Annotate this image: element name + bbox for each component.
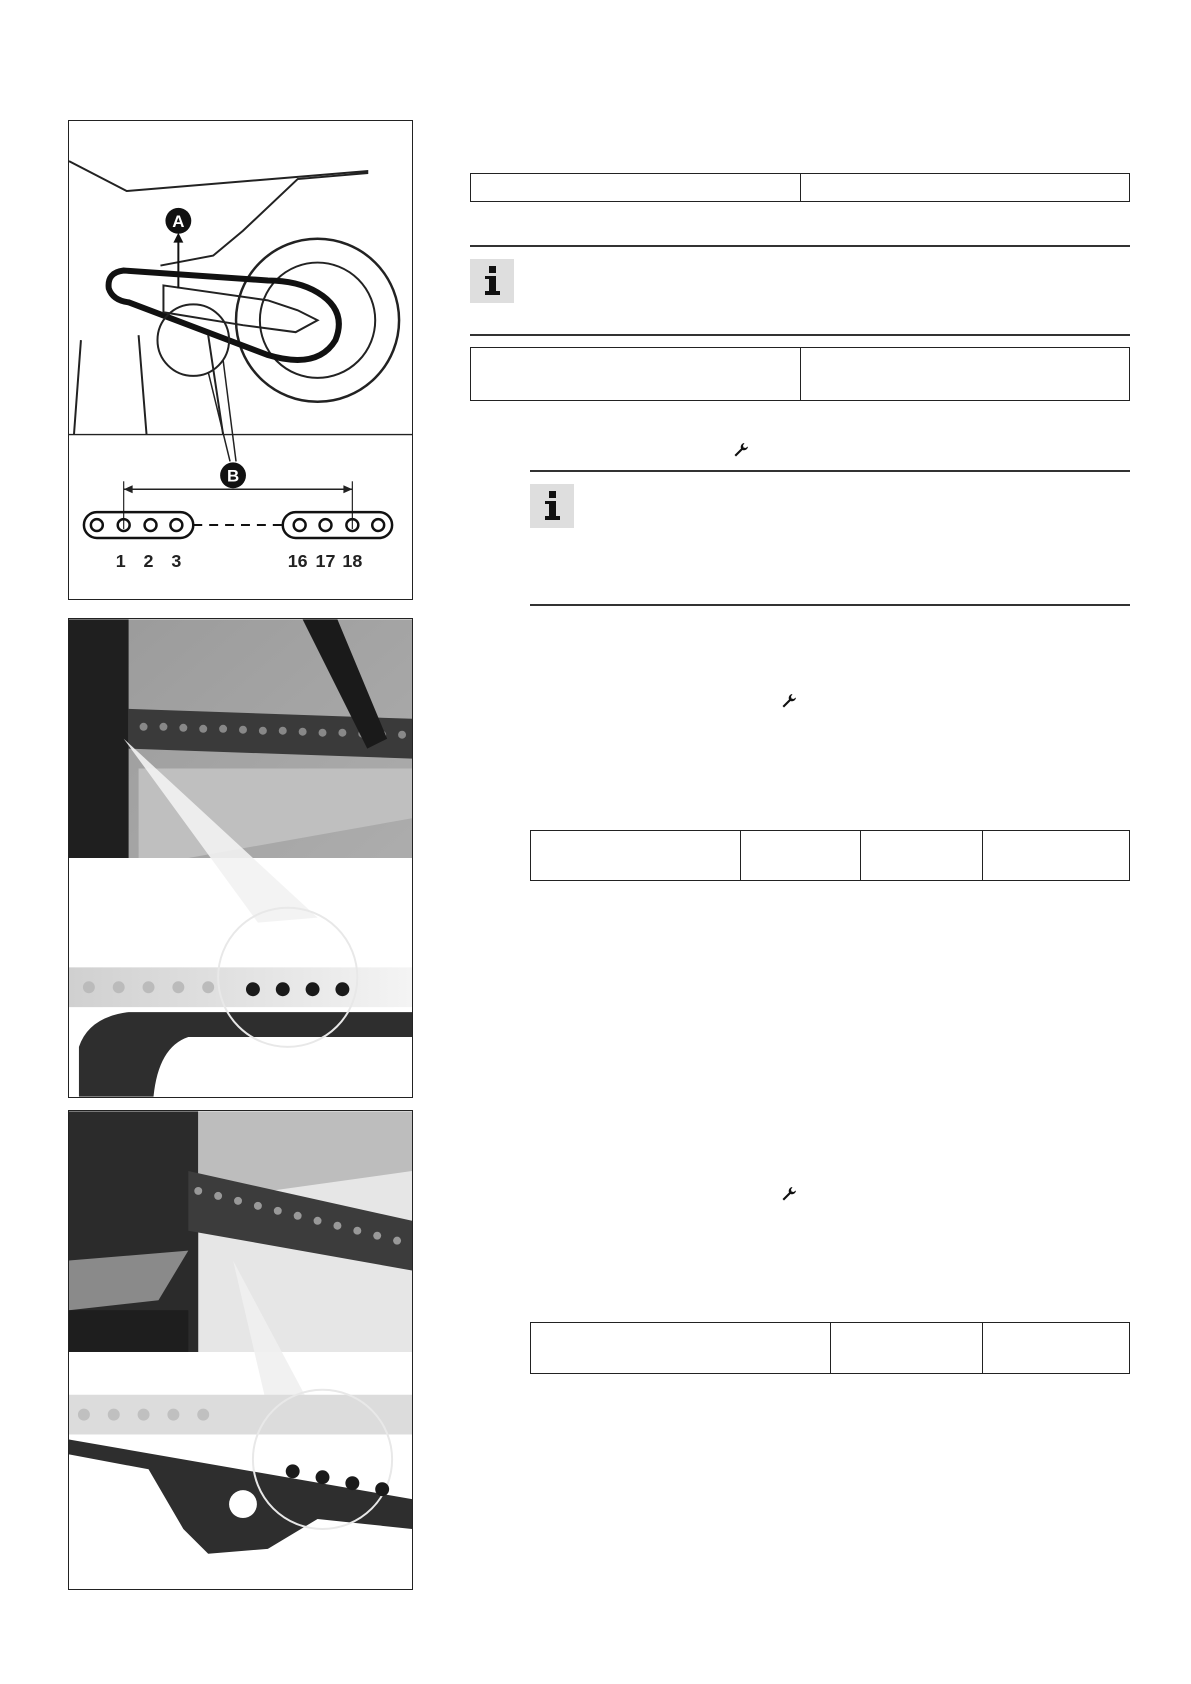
- spec-table-3-cell-4: [983, 831, 1129, 880]
- chain-guide-photo-lower: [68, 1110, 413, 1590]
- spec-table-2-cell-2: [801, 348, 1129, 400]
- spec-table-4-cell-2: [831, 1323, 983, 1373]
- wrench-icon: [781, 693, 797, 709]
- chain-slider-photo-illustration: [69, 1111, 412, 1589]
- spec-table-2: [470, 347, 1130, 401]
- spec-table-1: [470, 173, 1130, 202]
- spec-table-3-cell-1: [531, 831, 741, 880]
- magnifier-circle: [157, 304, 229, 376]
- spec-table-3: [530, 830, 1130, 881]
- note-divider-top-1: [470, 245, 1130, 247]
- swingarm-chain-line-drawing: [69, 121, 412, 599]
- spec-table-4-cell-1: [531, 1323, 831, 1373]
- chain-links-left: [84, 512, 193, 538]
- chain-links-right: [283, 512, 392, 538]
- link-number-16: 16: [287, 550, 308, 571]
- link-number-3: 3: [171, 550, 182, 571]
- spec-table-1-cell-1: [471, 174, 801, 201]
- spec-table-2-cell-1: [471, 348, 801, 400]
- spec-table-3-cell-3: [861, 831, 983, 880]
- link-number-1: 1: [115, 550, 126, 571]
- chain-loop: [109, 271, 339, 360]
- wrench-icon: [781, 1186, 797, 1202]
- info-icon: [530, 484, 574, 528]
- spec-table-1-cell-2: [801, 174, 1129, 201]
- link-number-18: 18: [342, 550, 363, 571]
- link-number-17: 17: [315, 550, 336, 571]
- wrench-icon: [733, 442, 749, 458]
- callout-a-label: A: [172, 211, 185, 231]
- chain-guide-photo-illustration: [69, 619, 412, 1097]
- chain-guide-photo-upper: [68, 618, 413, 1098]
- link-number-2: 2: [143, 550, 154, 571]
- note-divider-bottom-1: [470, 334, 1130, 336]
- callout-b-label: B: [226, 466, 240, 486]
- note-divider-top-2: [530, 470, 1130, 472]
- spec-table-3-cell-2: [741, 831, 861, 880]
- chain-wear-diagram: [68, 120, 413, 600]
- spec-table-4-cell-3: [983, 1323, 1129, 1373]
- info-icon: [470, 259, 514, 303]
- spec-table-4: [530, 1322, 1130, 1374]
- note-divider-bottom-2: [530, 604, 1130, 606]
